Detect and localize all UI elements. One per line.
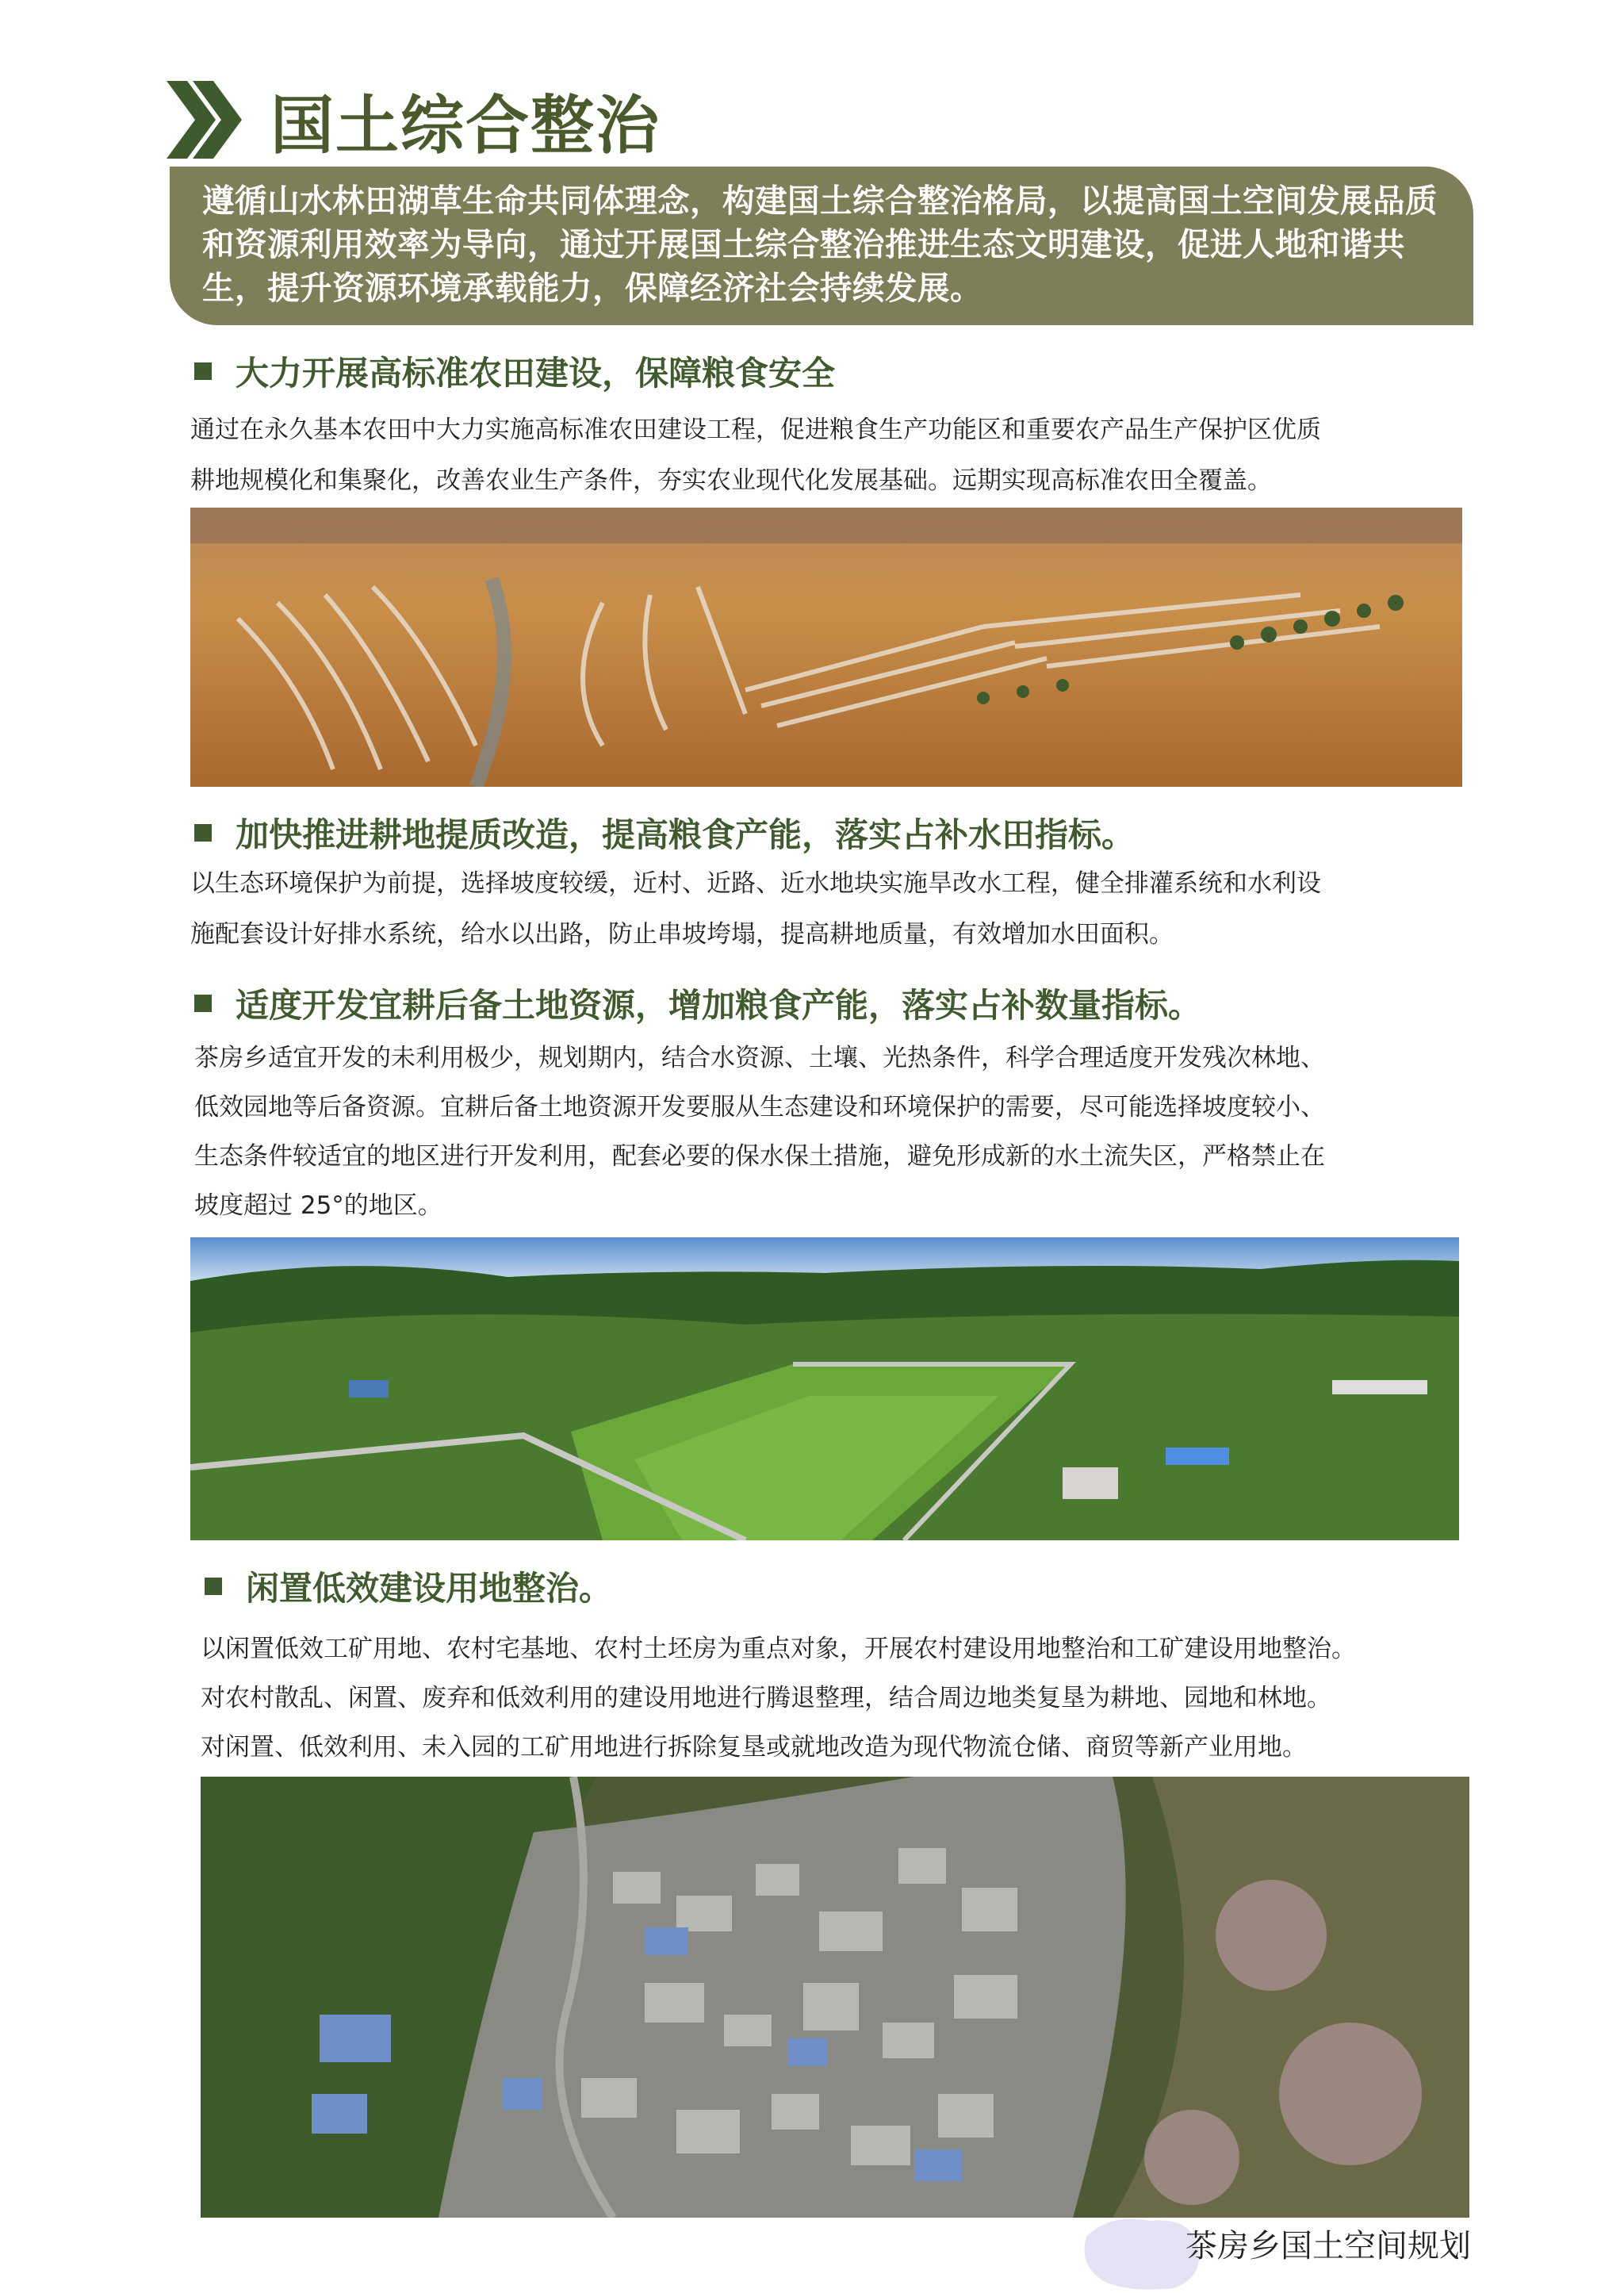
footer-title: 茶房乡国土空间规划 bbox=[1185, 2228, 1471, 2264]
section-1-title: 大力开展高标准农田建设，保障粮食安全 bbox=[236, 354, 836, 393]
section-3-text: 茶房乡适宜开发的未利用极少，规划期内，结合水资源、土壤、光热条件，科学合理适度开发残次林地、 低效园地等后备资源。宜耕后备土地资源开发要服从生态建设和环境保护的需要，尽可能选择坡度较小、 生态条件较适宜的地区进行开发利用，配套必要的保水保土措施，避免形成新的水土流失区，严格禁止在 坡度超过 25°的地区。 bbox=[194, 1044, 1325, 1220]
square-bullet-icon bbox=[194, 824, 212, 842]
section-4-title: 闲置低效建设用地整治。 bbox=[246, 1569, 613, 1608]
square-bullet-icon bbox=[194, 362, 212, 380]
double-chevron-icon bbox=[167, 81, 242, 159]
green-farmland-photo bbox=[190, 1237, 1459, 1540]
section-2-title: 加快推进耕地提质改造，提高粮食产能，落实占补水田指标。 bbox=[236, 815, 1136, 854]
section-4-header bbox=[205, 1563, 612, 1610]
square-bullet-icon bbox=[205, 1578, 222, 1595]
page-title: 国土综合整治 bbox=[270, 88, 661, 163]
title-row bbox=[167, 76, 661, 163]
square-bullet-icon bbox=[194, 995, 212, 1012]
section-2-text: 以生态环境保护为前提，选择坡度较缓，近村、近路、近水地块实施旱改水工程，健全排灌系统和水利设 施配套设计好排水系统，给水以出路，防止串坡垮塌，提高耕地质量，有效增加水田面积。 bbox=[190, 869, 1321, 949]
intro-text: 遵循山水林田湖草生命共同体理念，构建国土综合整治格局，以提高国土空间发展品质和资源利用效率为导向，通过开展国土综合整治推进生态文明建设，促进人地和谐共生，提升资源环境承载能力，保障经济社会持续发展。 bbox=[202, 182, 1438, 307]
section-3-title: 适度开发宜耕后备土地资源，增加粮食产能，落实占补数量指标。 bbox=[236, 986, 1202, 1025]
section-1-header bbox=[194, 347, 835, 395]
terraced-farmland-photo bbox=[190, 508, 1462, 787]
village-aerial-photo bbox=[201, 1777, 1469, 2218]
section-4-text: 以闲置低效工矿用地、农村宅基地、农村土坯房为重点对象，开展农村建设用地整治和工矿建设用地整治。 对农村散乱、闲置、废弃和低效利用的建设用地进行腾退整理，结合周边地类复垦为耕地、园地和林地。 对闲置、低效利用、未入园的工矿用地进行拆除复垦或就地改造为现代物流仓储、商贸等新产业用地。 bbox=[201, 1635, 1356, 1762]
section-3-header bbox=[194, 980, 1201, 1027]
section-2-header bbox=[194, 809, 1135, 857]
section-1-text: 通过在永久基本农田中大力实施高标准农田建设工程，促进粮食生产功能区和重要农产品生产保护区优质 耕地规模化和集聚化，改善农业生产条件，夯实农业现代化发展基础。远期实现高标准农田全覆盖。 bbox=[190, 416, 1321, 495]
